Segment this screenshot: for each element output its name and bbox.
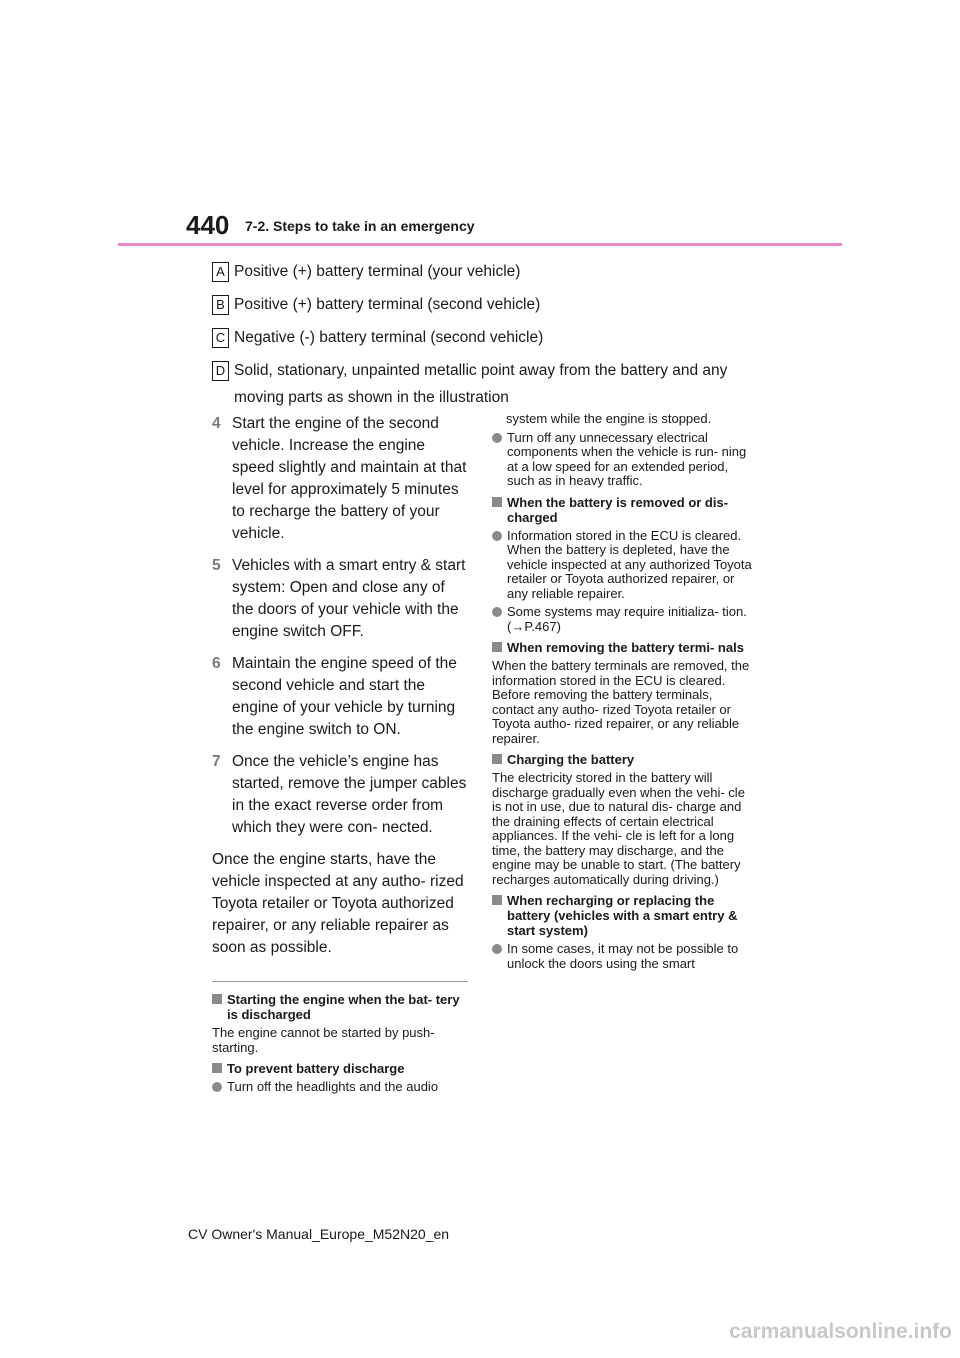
note-heading-text: When the battery is removed or dis- charged	[507, 494, 729, 525]
note-heading	[212, 992, 468, 1022]
legend-text: Negative (-) battery terminal (second vehicle)	[234, 329, 544, 346]
step-6	[212, 653, 468, 741]
bullet-text: Turn off the headlights and the audio	[227, 1079, 439, 1094]
bullet-item	[492, 605, 754, 634]
step-number: 6	[212, 655, 221, 672]
legend-letter-box: D	[212, 361, 229, 381]
square-bullet-icon	[492, 497, 502, 507]
bullet-continuation: system while the engine is stopped.	[506, 411, 712, 426]
bullet-item	[492, 431, 754, 489]
step-text: Vehicles with a smart entry & start system: Open and close any of the doors of your vehicle with the engine switch OFF.	[232, 557, 466, 640]
note-heading	[492, 752, 754, 767]
note-text: The electricity stored in the battery will discharge gradually even when the vehi- cle is not in use, due to natural dis- charge and the draining effects of certain electrical appliances. If the vehi- cle is left for a long time, the battery may discharge, and the engine may be unable to start. (The battery recharges automatically during driving.)	[492, 770, 745, 887]
column-divider	[212, 981, 468, 982]
left-column	[212, 413, 468, 1099]
step-number: 7	[212, 753, 221, 770]
note-text: When the battery terminals are removed, the information stored in the ECU is cleared. Before removing the battery terminals, contact any autho- rized Toyota retailer or Toyota autho- rized repairer, or any reliable repairer.	[492, 658, 750, 746]
note-text: The engine cannot be started by push- starting.	[212, 1025, 435, 1055]
bullet-text: Some systems may require initializa- tion. (→P.467)	[507, 604, 747, 634]
square-bullet-icon	[492, 642, 502, 652]
note-heading	[212, 1061, 468, 1076]
step-7	[212, 751, 468, 839]
step-number: 5	[212, 557, 221, 574]
note-heading-text: To prevent battery discharge	[227, 1061, 405, 1076]
circle-bullet-icon	[492, 531, 502, 541]
bullet-text: Turn off any unnecessary electrical components when the vehicle is run- ning at a low speed for an extended period, such as in heavy traffic.	[507, 429, 747, 488]
bullet-text: Information stored in the ECU is cleared. When the battery is depleted, have the vehicle inspected at any authorized Toyota retailer or Toyota authorized repairer, or any reliable repairer.	[507, 527, 752, 601]
header-rule	[118, 243, 842, 246]
legend-item-a	[212, 258, 772, 285]
square-bullet-icon	[492, 895, 502, 905]
legend-text: Solid, stationary, unpainted metallic point away from the battery and any moving parts as shown in the illustration	[234, 362, 728, 406]
note-heading	[492, 640, 754, 655]
illustration-legend	[212, 258, 772, 417]
circle-bullet-icon	[212, 1082, 222, 1092]
note-heading-text: Starting the engine when the bat- tery is discharged	[227, 992, 460, 1022]
circle-bullet-icon	[492, 433, 502, 443]
square-bullet-icon	[492, 754, 502, 764]
step-text: Maintain the engine speed of the second vehicle and start the engine of your vehicle by turning the engine switch to ON.	[232, 655, 457, 738]
section-title: 7-2. Steps to take in an emergency	[245, 218, 475, 234]
legend-letter-box: A	[212, 262, 229, 282]
bullet-item	[212, 1080, 468, 1095]
note-heading-text: When removing the battery termi- nals	[507, 640, 744, 655]
circle-bullet-icon	[492, 944, 502, 954]
legend-text: Positive (+) battery terminal (second vehicle)	[234, 296, 541, 313]
step-text: Start the engine of the second vehicle. Increase the engine speed slightly and maintain at that level for approximately 5 minutes to recharge the battery of your vehicle.	[232, 415, 467, 542]
footer-manual-id: CV Owner's Manual_Europe_M52N20_en	[188, 1226, 450, 1242]
closing-paragraph: Once the engine starts, have the vehicle inspected at any autho- rized Toyota retailer or Toyota authorized repairer, or any reliable repairer as soon as possible.	[212, 851, 464, 956]
note-heading-text: When recharging or replacing the battery (vehicles with a smart entry & start system)	[507, 893, 738, 938]
note-heading	[492, 893, 754, 938]
square-bullet-icon	[212, 1063, 222, 1073]
legend-letter-box: C	[212, 328, 229, 348]
legend-text: Positive (+) battery terminal (your vehicle)	[234, 263, 521, 280]
bullet-text: In some cases, it may not be possible to unlock the doors using the smart	[507, 941, 739, 971]
step-number: 4	[212, 415, 221, 432]
legend-item-c	[212, 324, 772, 351]
right-column	[492, 412, 754, 975]
step-5	[212, 555, 468, 643]
note-heading-text: Charging the battery	[507, 752, 635, 767]
step-4	[212, 413, 468, 545]
legend-letter-box: B	[212, 295, 229, 315]
page-number: 440	[186, 210, 230, 240]
watermark: carmanualsonline.info	[729, 1320, 952, 1343]
bullet-item	[492, 942, 754, 971]
square-bullet-icon	[212, 994, 222, 1004]
note-heading	[492, 495, 754, 525]
bullet-item	[492, 529, 754, 602]
legend-item-d	[212, 357, 772, 411]
circle-bullet-icon	[492, 607, 502, 617]
step-text: Once the vehicle’s engine has started, remove the jumper cables in the exact reverse order from which they were con- nected.	[232, 753, 467, 836]
legend-item-b	[212, 291, 772, 318]
